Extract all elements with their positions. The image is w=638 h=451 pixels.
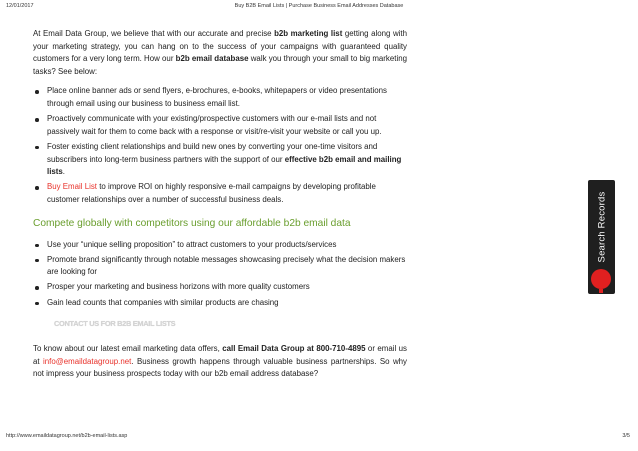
bullet-dot xyxy=(35,186,39,190)
intro-paragraph xyxy=(33,28,407,78)
list-item-text: Gain lead counts that companies with similar products are chasing xyxy=(47,297,279,307)
list-item xyxy=(33,113,407,138)
closing-text-3: . Business growth happens through valuable business partnerships. So why not impress your business prospects today with our b2b email address database? xyxy=(33,356,407,379)
list-item-text: Proactively communicate with your existing/prospective customers with our e-mail lists and not passively wait for them to come back with a response or visit/re-visit your website or call you up. xyxy=(47,114,382,136)
intro-bold-1: b2b marketing list xyxy=(274,29,343,38)
list-item-text-end: . xyxy=(62,167,65,177)
compete-list xyxy=(33,239,407,310)
list-item-text: Foster existing client relationships and build new ones by converting your one-time visitors and subscribers into long-term business partners with the support of our xyxy=(47,141,378,164)
intro-text-3: walk you through your small to big marketing tasks? See below: xyxy=(33,54,407,76)
contact-us-button[interactable]: CONTACT US FOR B2B EMAIL LISTS xyxy=(54,319,176,329)
bullet-dot xyxy=(35,146,39,150)
closing-text-2: or email us at xyxy=(33,344,407,366)
list-item xyxy=(33,254,407,279)
list-item xyxy=(33,297,407,310)
closing-phone-bold: call Email Data Group at 800-710-4895 xyxy=(222,344,366,354)
benefits-list xyxy=(33,85,407,206)
intro-text-2: getting along with your marketing strategy, you can hang on to the success of your campaigns with guaranteed quality customers for a very long term. How our xyxy=(33,29,407,64)
list-item xyxy=(33,85,407,110)
bullet-dot xyxy=(35,286,39,290)
closing-paragraph xyxy=(33,343,407,381)
section-subheading: Compete globally with competitors using our affordable b2b email data xyxy=(33,217,351,229)
article-content xyxy=(33,28,407,381)
buy-email-list-link[interactable]: Buy Email List xyxy=(47,182,97,192)
list-item-text: Prosper your marketing and business horizons with more quality customers xyxy=(47,282,310,292)
bullet-dot xyxy=(35,259,39,263)
page-header-date: 12/01/2017 xyxy=(6,3,34,9)
list-item xyxy=(33,281,407,294)
list-item xyxy=(33,141,407,179)
closing-text-1: To know about our latest email marketing data offers, xyxy=(33,344,223,354)
page-header-title: Buy B2B Email Lists | Purchase Business Email Addresses Database xyxy=(234,3,404,9)
bullet-dot xyxy=(35,118,39,122)
search-records-label: Search Records xyxy=(596,191,607,263)
page-footer-number: 3/5 xyxy=(622,433,630,439)
list-item-bold: effective b2b email and mailing lists xyxy=(47,154,402,177)
list-item xyxy=(33,181,407,206)
list-item xyxy=(33,239,407,252)
email-link[interactable]: info@emaildatagroup.net xyxy=(43,356,132,366)
bullet-dot xyxy=(35,244,39,248)
list-item-text: Promote brand significantly through notable messages showcasing precisely what the decision makers are looking for xyxy=(47,254,406,277)
record-dot-icon xyxy=(591,269,611,289)
bullet-dot xyxy=(35,302,39,306)
intro-text-1: At Email Data Group, we believe that with our accurate and precise xyxy=(33,29,275,38)
record-dot-stem xyxy=(599,289,603,293)
list-item-text: to improve ROI on highly responsive e-mail campaigns by developing profitable customer relationships over a number of successful business deals. xyxy=(47,182,376,204)
bullet-dot xyxy=(35,90,39,94)
list-item-text: Use your “unique selling proposition” to attract customers to your products/services xyxy=(47,239,337,249)
page-footer-url: http://www.emaildatagroup.net/b2b-email-lists.asp xyxy=(6,433,128,439)
list-item-text: Place online banner ads or send flyers, e-brochures, e-books, whitepapers or video presentations through email using our business to business email list. xyxy=(47,86,387,108)
intro-bold-2: b2b email database xyxy=(175,54,249,64)
search-records-button[interactable] xyxy=(588,180,615,294)
